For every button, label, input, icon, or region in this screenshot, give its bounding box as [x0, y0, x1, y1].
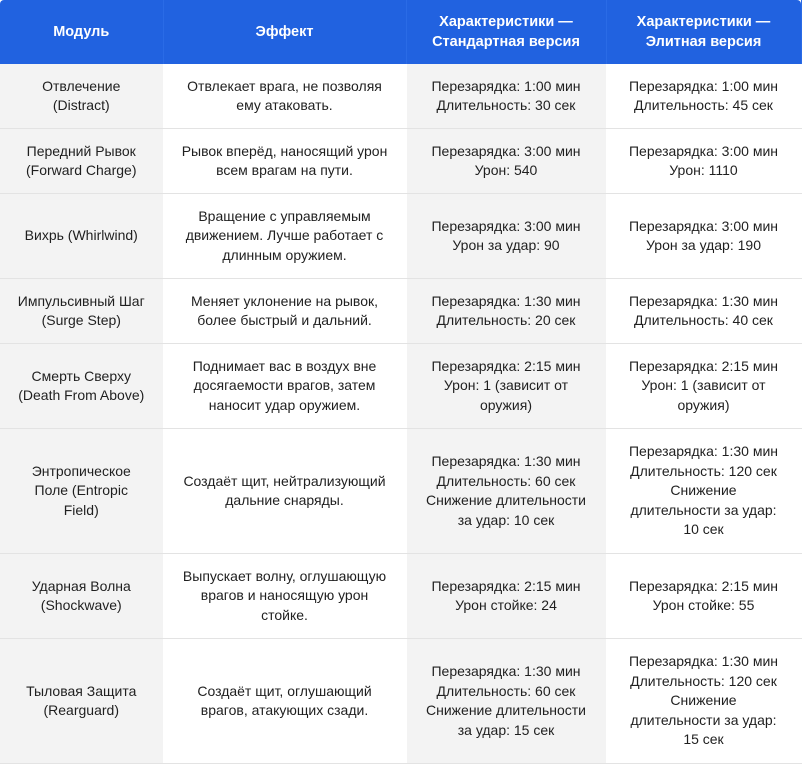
cell-standard: Перезарядка: 3:00 мин Урон за удар: 90 — [406, 194, 606, 279]
cell-effect: Создаёт щит, нейтрализующий дальние снаряды. — [163, 429, 406, 554]
table-row — [0, 429, 801, 554]
cell-module: Ударная Волна (Shockwave) — [0, 554, 163, 639]
cell-effect: Меняет уклонение на рывок, более быстрый и дальний. — [163, 279, 406, 344]
cell-standard: Перезарядка: 1:30 мин Длительность: 60 сек Снижение длительности за удар: 15 сек — [406, 639, 606, 764]
table-row — [0, 639, 801, 764]
cell-module: Передний Рывок (Forward Charge) — [0, 129, 163, 194]
cell-module: Импульсивный Шаг (Surge Step) — [0, 279, 163, 344]
cell-module: Вихрь (Whirlwind) — [0, 194, 163, 279]
table-row — [0, 194, 801, 279]
header-standard-stats: Характеристики — Стандартная версия — [406, 0, 606, 64]
header-effect: Эффект — [163, 0, 406, 64]
cell-module: Отвлечение (Distract) — [0, 64, 163, 129]
cell-effect: Отвлекает врага, не позволяя ему атаковать. — [163, 64, 406, 129]
header-elite-stats: Характеристики — Элитная версия — [606, 0, 801, 64]
cell-effect: Создаёт щит, оглушающий врагов, атакующих сзади. — [163, 639, 406, 764]
header-module: Модуль — [0, 0, 163, 64]
cell-elite: Перезарядка: 3:00 мин Урон: 1110 — [606, 129, 801, 194]
cell-elite: Перезарядка: 2:15 мин Урон: 1 (зависит от оружия) — [606, 344, 801, 429]
cell-elite: Перезарядка: 1:30 мин Длительность: 120 сек Снижение длительности за удар: 10 сек — [606, 429, 801, 554]
cell-elite: Перезарядка: 1:00 мин Длительность: 45 сек — [606, 64, 801, 129]
cell-elite: Перезарядка: 2:15 мин Урон стойке: 55 — [606, 554, 801, 639]
cell-elite: Перезарядка: 1:30 мин Длительность: 40 сек — [606, 279, 801, 344]
table-row — [0, 554, 801, 639]
cell-standard: Перезарядка: 2:15 мин Урон: 1 (зависит от оружия) — [406, 344, 606, 429]
table-body — [0, 64, 801, 764]
cell-module: Энтропическое Поле (Entropic Field) — [0, 429, 163, 554]
table-row — [0, 129, 801, 194]
table-row — [0, 279, 801, 344]
cell-effect: Поднимает вас в воздух вне досягаемости врагов, затем наносит удар оружием. — [163, 344, 406, 429]
cell-module: Тыловая Защита (Rearguard) — [0, 639, 163, 764]
table-header — [0, 0, 801, 64]
cell-standard: Перезарядка: 1:30 мин Длительность: 20 сек — [406, 279, 606, 344]
table-row — [0, 344, 801, 429]
cell-standard: Перезарядка: 1:30 мин Длительность: 60 сек Снижение длительности за удар: 10 сек — [406, 429, 606, 554]
cell-elite: Перезарядка: 3:00 мин Урон за удар: 190 — [606, 194, 801, 279]
cell-effect: Вращение с управляемым движением. Лучше работает с длинным оружием. — [163, 194, 406, 279]
cell-standard: Перезарядка: 1:00 мин Длительность: 30 сек — [406, 64, 606, 129]
header-row — [0, 0, 801, 64]
cell-standard: Перезарядка: 3:00 мин Урон: 540 — [406, 129, 606, 194]
cell-effect: Выпускает волну, оглушающую врагов и наносящую урон стойке. — [163, 554, 406, 639]
cell-standard: Перезарядка: 2:15 мин Урон стойке: 24 — [406, 554, 606, 639]
cell-module: Смерть Сверху (Death From Above) — [0, 344, 163, 429]
cell-elite: Перезарядка: 1:30 мин Длительность: 120 сек Снижение длительности за удар: 15 сек — [606, 639, 801, 764]
cell-effect: Рывок вперёд, наносящий урон всем врагам на пути. — [163, 129, 406, 194]
table-row — [0, 64, 801, 129]
